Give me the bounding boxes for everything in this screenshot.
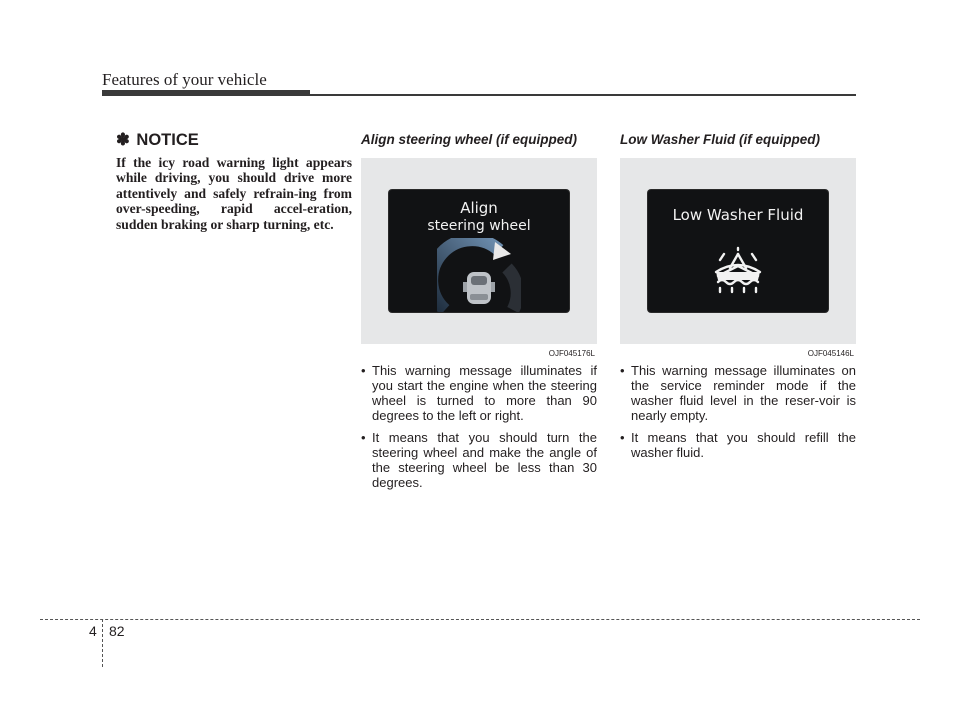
cluster-display-align [389, 190, 569, 312]
align-steering-section [361, 130, 597, 497]
figure-code-align: OJF045176L [548, 349, 595, 358]
align-section-title: Align steering wheel (if equipped) [361, 132, 578, 147]
washer-section-title: Low Washer Fluid (if equipped) [620, 132, 820, 147]
align-screen-line1: Align [460, 199, 498, 217]
notice-heading [116, 130, 352, 150]
steering-wheel-icon [437, 238, 521, 312]
low-washer-section [620, 130, 856, 467]
align-steering-figure [361, 158, 597, 358]
list-item: • It means that you should refill the washer fluid. [620, 430, 856, 460]
chapter-number: 4 [89, 623, 97, 639]
notice-body: If the icy road warning light appears while driving, you should drive more attentively and safely refrain-ing from over-speeding, rapid accel-eration, sudden braking or sharp turning, etc. [116, 155, 352, 232]
footer-divider [102, 619, 103, 667]
cluster-display-washer [648, 190, 828, 312]
list-item: • It means that you should turn the steering wheel and make the angle of the steering wheel be less than 30 degrees. [361, 430, 597, 490]
page-number: 82 [109, 623, 125, 639]
header-rule [102, 94, 856, 96]
notice-column [116, 130, 352, 232]
footer-rule [40, 619, 920, 620]
low-washer-figure [620, 158, 856, 358]
align-bullet-list [361, 363, 597, 490]
list-item: • This warning message illuminates on the service reminder mode if the washer fluid level in the reser-voir is nearly empty. [620, 363, 856, 423]
notice-title: NOTICE [136, 131, 199, 149]
page-header-title: Features of your vehicle [102, 70, 267, 89]
figure-code-washer: OJF045146L [807, 349, 854, 358]
list-item: • This warning message illuminates if you start the engine when the steering wheel is turned to more than 90 degrees to the left or right. [361, 363, 597, 423]
washer-fluid-icon [708, 246, 768, 296]
align-screen-line2: steering wheel [427, 218, 531, 234]
notice-star-icon: ✽ [116, 131, 130, 149]
washer-screen-text: Low Washer Fluid [672, 206, 804, 224]
washer-bullet-list [620, 363, 856, 460]
